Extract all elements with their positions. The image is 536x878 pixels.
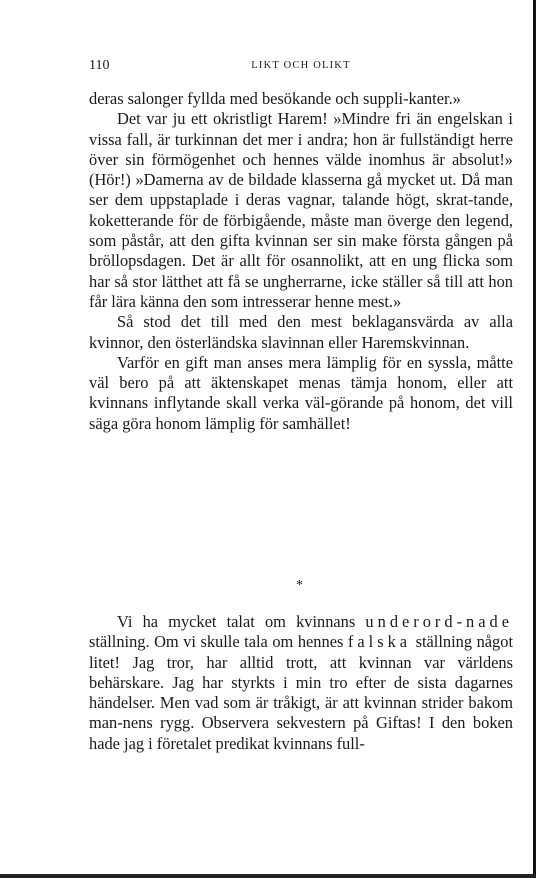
text-block-1 bbox=[89, 89, 513, 434]
bottom-border bbox=[0, 874, 536, 878]
paragraph-5 bbox=[89, 612, 513, 754]
section-separator-asterisk: * bbox=[296, 578, 303, 593]
paragraph-5-part-3: ställning något litet! Jag tror, har alltid trott, att kvinnan var världens behärskare. Jag har styrkts i min tro efter de sista dagarnes händelser. Men vad som är tråkigt, är att kvinnan strider bakom man-nens rygg. Observera sekvestern på Giftas! I den boken hade jag i företalet predikat kvinnans full- bbox=[89, 632, 513, 753]
text-block-2 bbox=[89, 612, 513, 754]
paragraph-5-part-2: ställning. Om vi skulle tala om hennes bbox=[89, 632, 344, 652]
page-number: 110 bbox=[89, 58, 110, 73]
paragraph-1: deras salonger fyllda med besökande och suppli-kanter.» bbox=[89, 89, 461, 108]
emphasized-word-underordnade: underord-nade bbox=[365, 612, 513, 631]
page-header bbox=[89, 58, 513, 76]
paragraph-5-part-1: Vi ha mycket talat om kvinnans bbox=[117, 612, 356, 631]
paragraph-3: Så stod det till med den mest beklagansvärda av alla kvinnor, den österländska slavinnan eller Haremskvinnan. bbox=[89, 312, 513, 352]
paragraph-4: Varför en gift man anses mera lämplig för en syssla, måtte väl bero på att äktenskapet menas tämja honom, eller att kvinnans inflytande skall verka väl-görande på honom, det vill säga göra honom lämplig för samhället! bbox=[89, 352, 513, 433]
paragraph-2: Det var ju ett okristligt Harem! »Mindre fri än engelskan i vissa fall, är turkinnan det mer i andra; hon är fullständigt herre över sin förmögenhet och hennes välde inomhus är absolut!» (Hör!) »Damerna av de bildade klasserna gå mycket ut. Då man ser dem uppstaplade i deras vagnar, talande högt, skrat-tande, koketterande för de förbigående, måste man överge den legend, som påstår, att den gifta kvinnan ser sin make första gången på bröllopsdagen. Det är allt för osannolikt, att en ung flicka som har så stor lätthet att få se ungherrarne, icke ställer så till att hon får lära känna den som intresserar henne mest.» bbox=[89, 109, 513, 311]
running-title: LIKT OCH OLIKT bbox=[251, 60, 351, 71]
emphasized-word-falska: falska bbox=[347, 632, 412, 652]
